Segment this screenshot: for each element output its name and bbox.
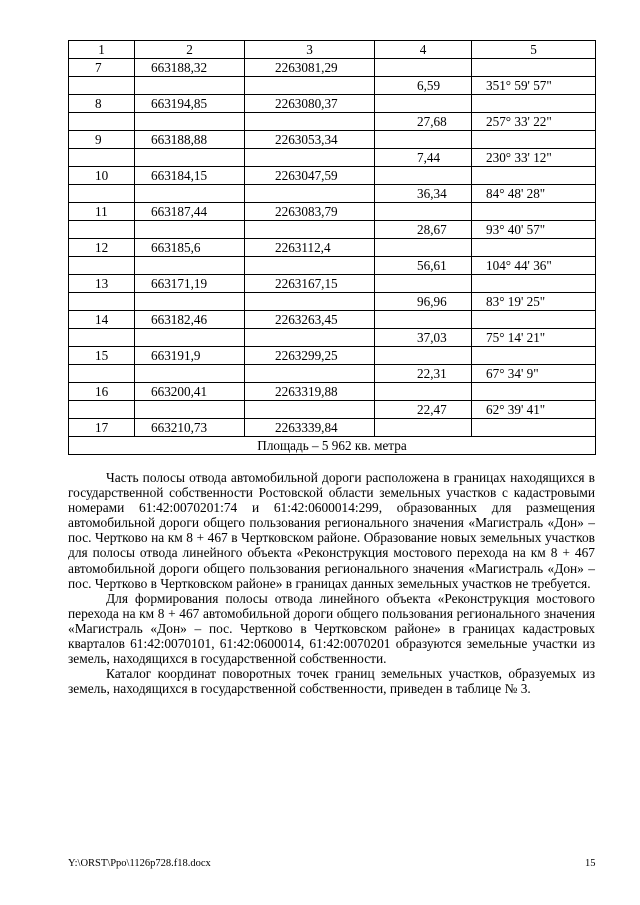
paragraph: Для формирования полосы отвода линейного объекта «Реконструкция мостового перехода на км 8 + 467 автомобильной дороги общего пользования регионального значения «Магистраль «Дон» – пос. Чертково в Чертковском районе» в границах кадастровых кварталов 61:42:0070101, 61:42:0600014, 61:42:0070201 образуются земельные участки из земель, находящихся в государственной собственности.: [68, 590, 595, 667]
y-coordinate-cell: 2263339,84: [245, 419, 375, 437]
y-coordinate-cell: [245, 329, 375, 347]
table-body: [69, 59, 596, 437]
point-number-cell: [69, 257, 135, 275]
y-coordinate-cell: [245, 365, 375, 383]
point-number-cell: [69, 221, 135, 239]
table-header-row: [69, 41, 596, 59]
distance-cell: 37,03: [375, 329, 472, 347]
x-coordinate-cell: 663187,44: [135, 203, 245, 221]
y-coordinate-cell: [245, 257, 375, 275]
y-coordinate-cell: [245, 401, 375, 419]
direction-angle-cell: 93° 40' 57": [472, 221, 596, 239]
y-coordinate-cell: 2263080,37: [245, 95, 375, 113]
y-coordinate-cell: 2263047,59: [245, 167, 375, 185]
table-row: [69, 185, 596, 203]
paragraph: Часть полосы отвода автомобильной дороги расположена в границах находящихся в государственной собственности Ростовской области земельных участков с кадастровыми номерами 61:42:0070201:74 и 61:42:0600014:299, образованных для размещения автомобильной дороги общего пользования регионального значения «Магистраль «Дон» – пос. Чертково на км 8 + 467 в Чертковском районе. Образование новых земельных участков для полосы отвода линейного объекта «Реконструкция мостового перехода на км 8 + 467 автомобильной дороги общего пользования регионального значения «Магистраль «Дон» – пос. Чертково в Чертковском районе» в границах данных земельных участков не требуется.: [68, 470, 595, 591]
point-number-cell: 9: [69, 131, 135, 149]
point-number-cell: 16: [69, 383, 135, 401]
table-row: [69, 311, 596, 329]
point-number-cell: 11: [69, 203, 135, 221]
table-row: [69, 131, 596, 149]
x-coordinate-cell: 663200,41: [135, 383, 245, 401]
point-number-cell: [69, 329, 135, 347]
table-row: [69, 329, 596, 347]
point-number-cell: 7: [69, 59, 135, 77]
y-coordinate-cell: [245, 185, 375, 203]
direction-angle-cell: [472, 131, 596, 149]
footer-file-path: Y:\ORST\Ppo\1126p728.f18.docx: [68, 858, 211, 869]
point-number-cell: [69, 113, 135, 131]
x-coordinate-cell: 663210,73: [135, 419, 245, 437]
direction-angle-cell: 230° 33' 12": [472, 149, 596, 167]
y-coordinate-cell: 2263299,25: [245, 347, 375, 365]
x-coordinate-cell: 663184,15: [135, 167, 245, 185]
direction-angle-cell: 75° 14' 21": [472, 329, 596, 347]
y-coordinate-cell: [245, 221, 375, 239]
area-total: Площадь – 5 962 кв. метра: [69, 437, 596, 455]
point-number-cell: [69, 293, 135, 311]
y-coordinate-cell: 2263053,34: [245, 131, 375, 149]
point-number-cell: [69, 401, 135, 419]
y-coordinate-cell: 2263081,29: [245, 59, 375, 77]
distance-cell: [375, 167, 472, 185]
x-coordinate-cell: [135, 185, 245, 203]
x-coordinate-cell: [135, 293, 245, 311]
direction-angle-cell: [472, 167, 596, 185]
y-coordinate-cell: [245, 113, 375, 131]
y-coordinate-cell: 2263083,79: [245, 203, 375, 221]
table-row: [69, 293, 596, 311]
distance-cell: [375, 59, 472, 77]
x-coordinate-cell: 663188,88: [135, 131, 245, 149]
direction-angle-cell: 62° 39' 41": [472, 401, 596, 419]
y-coordinate-cell: [245, 293, 375, 311]
distance-cell: [375, 383, 472, 401]
table-row: [69, 203, 596, 221]
direction-angle-cell: [472, 95, 596, 113]
direction-angle-cell: 257° 33' 22": [472, 113, 596, 131]
x-coordinate-cell: [135, 329, 245, 347]
table-row: [69, 59, 596, 77]
area-row: [69, 437, 596, 455]
direction-angle-cell: 83° 19' 25": [472, 293, 596, 311]
y-coordinate-cell: [245, 149, 375, 167]
point-number-cell: 13: [69, 275, 135, 293]
distance-cell: 7,44: [375, 149, 472, 167]
table-row: [69, 419, 596, 437]
table-row: [69, 113, 596, 131]
distance-cell: [375, 419, 472, 437]
x-coordinate-cell: 663194,85: [135, 95, 245, 113]
header-cell: 2: [135, 41, 245, 59]
direction-angle-cell: 351° 59' 57": [472, 77, 596, 95]
distance-cell: [375, 95, 472, 113]
x-coordinate-cell: [135, 257, 245, 275]
distance-cell: [375, 203, 472, 221]
x-coordinate-cell: [135, 365, 245, 383]
coordinate-table: [68, 40, 596, 455]
direction-angle-cell: 104° 44' 36": [472, 257, 596, 275]
point-number-cell: [69, 365, 135, 383]
distance-cell: [375, 131, 472, 149]
table-row: [69, 77, 596, 95]
table-row: [69, 347, 596, 365]
y-coordinate-cell: 2263263,45: [245, 311, 375, 329]
direction-angle-cell: 67° 34' 9": [472, 365, 596, 383]
table-row: [69, 257, 596, 275]
header-cell: 4: [375, 41, 472, 59]
table-row: [69, 239, 596, 257]
body-text: [68, 470, 595, 696]
x-coordinate-cell: [135, 113, 245, 131]
y-coordinate-cell: 2263319,88: [245, 383, 375, 401]
point-number-cell: 8: [69, 95, 135, 113]
table-row: [69, 275, 596, 293]
table-row: [69, 149, 596, 167]
x-coordinate-cell: [135, 221, 245, 239]
x-coordinate-cell: 663191,9: [135, 347, 245, 365]
direction-angle-cell: [472, 239, 596, 257]
x-coordinate-cell: [135, 77, 245, 95]
direction-angle-cell: 84° 48' 28": [472, 185, 596, 203]
direction-angle-cell: [472, 419, 596, 437]
direction-angle-cell: [472, 203, 596, 221]
x-coordinate-cell: [135, 149, 245, 167]
point-number-cell: 12: [69, 239, 135, 257]
distance-cell: [375, 347, 472, 365]
header-cell: 3: [245, 41, 375, 59]
direction-angle-cell: [472, 59, 596, 77]
y-coordinate-cell: 2263167,15: [245, 275, 375, 293]
distance-cell: [375, 239, 472, 257]
page-number: 15: [585, 858, 596, 869]
point-number-cell: [69, 149, 135, 167]
distance-cell: 36,34: [375, 185, 472, 203]
x-coordinate-cell: 663188,32: [135, 59, 245, 77]
header-cell: 1: [69, 41, 135, 59]
table-row: [69, 95, 596, 113]
y-coordinate-cell: [245, 77, 375, 95]
direction-angle-cell: [472, 347, 596, 365]
point-number-cell: [69, 185, 135, 203]
point-number-cell: 15: [69, 347, 135, 365]
direction-angle-cell: [472, 275, 596, 293]
x-coordinate-cell: [135, 401, 245, 419]
table-row: [69, 401, 596, 419]
distance-cell: 22,31: [375, 365, 472, 383]
table-row: [69, 167, 596, 185]
distance-cell: 56,61: [375, 257, 472, 275]
point-number-cell: [69, 77, 135, 95]
distance-cell: 22,47: [375, 401, 472, 419]
header-cell: 5: [472, 41, 596, 59]
distance-cell: 27,68: [375, 113, 472, 131]
y-coordinate-cell: 2263112,4: [245, 239, 375, 257]
distance-cell: 6,59: [375, 77, 472, 95]
table-row: [69, 383, 596, 401]
distance-cell: 96,96: [375, 293, 472, 311]
distance-cell: [375, 311, 472, 329]
point-number-cell: 17: [69, 419, 135, 437]
x-coordinate-cell: 663171,19: [135, 275, 245, 293]
distance-cell: [375, 275, 472, 293]
point-number-cell: 10: [69, 167, 135, 185]
paragraph: Каталог координат поворотных точек границ земельных участков, образуемых из земель, находящихся в государственной собственности, приведен в таблице № 3.: [68, 666, 595, 697]
table-row: [69, 221, 596, 239]
distance-cell: 28,67: [375, 221, 472, 239]
x-coordinate-cell: 663182,46: [135, 311, 245, 329]
table-row: [69, 365, 596, 383]
direction-angle-cell: [472, 383, 596, 401]
direction-angle-cell: [472, 311, 596, 329]
point-number-cell: 14: [69, 311, 135, 329]
x-coordinate-cell: 663185,6: [135, 239, 245, 257]
